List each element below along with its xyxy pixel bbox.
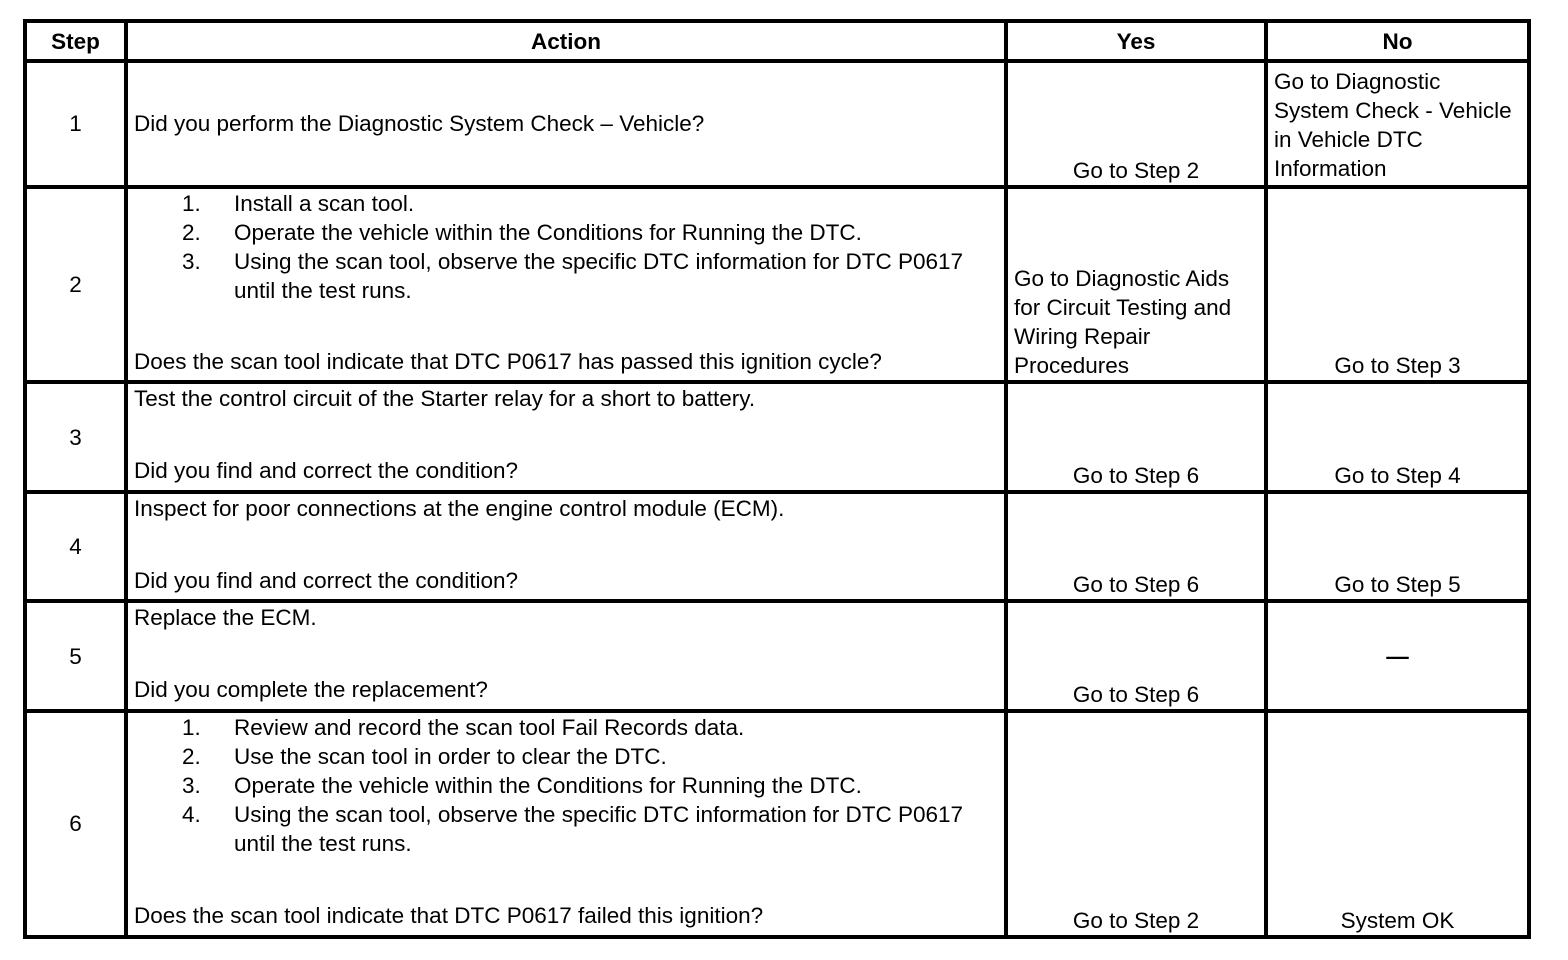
step-number: 3 xyxy=(25,382,126,492)
yes-cell: Go to Step 6 xyxy=(1006,601,1266,711)
action-steps xyxy=(134,713,998,858)
no-cell: Go to Step 3 xyxy=(1266,187,1529,383)
list-item: 1. Install a scan tool. xyxy=(182,190,415,216)
table-row xyxy=(25,61,1529,187)
action-cell xyxy=(126,382,1006,492)
table-row xyxy=(25,492,1529,602)
action-question: Did you find and correct the condition? xyxy=(134,458,518,484)
no-cell xyxy=(1266,601,1529,711)
header-step: Step xyxy=(25,21,126,61)
table-row xyxy=(25,601,1529,711)
action-text: Test the control circuit of the Starter relay for a short to battery. xyxy=(134,386,756,412)
no-cell: Go to Diagnostic System Check - Vehicle in Vehicle DTC Information xyxy=(1266,61,1529,187)
header-row xyxy=(25,21,1529,61)
yes-cell: Go to Step 2 xyxy=(1006,61,1266,187)
table-row xyxy=(25,187,1529,383)
list-item: 4. Using the scan tool, observe the specific DTC information for DTC P0617 until the test runs. xyxy=(182,801,964,856)
action-cell xyxy=(126,492,1006,602)
step-number: 1 xyxy=(25,61,126,187)
step-number: 5 xyxy=(25,601,126,711)
header-no: No xyxy=(1266,21,1529,61)
header-action: Action xyxy=(126,21,1006,61)
action-question: Did you perform the Diagnostic System Check – Vehicle? xyxy=(134,111,705,137)
table-row xyxy=(25,382,1529,492)
yes-cell: Go to Step 2 xyxy=(1006,711,1266,937)
no-cell: Go to Step 4 xyxy=(1266,382,1529,492)
action-cell xyxy=(126,601,1006,711)
action-question: Did you complete the replacement? xyxy=(134,677,488,703)
dash-mark: — xyxy=(1386,643,1409,669)
action-question: Does the scan tool indicate that DTC P0617 failed this ignition? xyxy=(134,902,764,928)
action-steps xyxy=(134,189,998,305)
diagnostic-table xyxy=(23,19,1531,939)
action-cell xyxy=(126,187,1006,383)
action-question: Did you find and correct the condition? xyxy=(134,567,518,593)
list-item: 3. Using the scan tool, observe the specific DTC information for DTC P0617 until the test runs. xyxy=(182,248,964,303)
list-item: 1. Review and record the scan tool Fail Records data. xyxy=(182,714,745,740)
action-cell xyxy=(126,61,1006,187)
yes-cell: Go to Step 6 xyxy=(1006,492,1266,602)
no-cell: Go to Step 5 xyxy=(1266,492,1529,602)
action-text: Replace the ECM. xyxy=(134,605,317,631)
yes-cell: Go to Step 6 xyxy=(1006,382,1266,492)
action-question: Does the scan tool indicate that DTC P0617 has passed this ignition cycle? xyxy=(134,348,882,374)
action-text: Inspect for poor connections at the engine control module (ECM). xyxy=(134,495,785,521)
table-row xyxy=(25,711,1529,937)
step-number: 4 xyxy=(25,492,126,602)
step-number: 2 xyxy=(25,187,126,383)
action-cell xyxy=(126,711,1006,937)
no-cell: System OK xyxy=(1266,711,1529,937)
yes-cell: Go to Diagnostic Aids for Circuit Testing and Wiring Repair Procedures xyxy=(1006,187,1266,383)
list-item: 2. Operate the vehicle within the Conditions for Running the DTC. xyxy=(182,219,862,245)
list-item: 2. Use the scan tool in order to clear the DTC. xyxy=(182,743,667,769)
header-yes: Yes xyxy=(1006,21,1266,61)
list-item: 3. Operate the vehicle within the Conditions for Running the DTC. xyxy=(182,772,862,798)
step-number: 6 xyxy=(25,711,126,937)
